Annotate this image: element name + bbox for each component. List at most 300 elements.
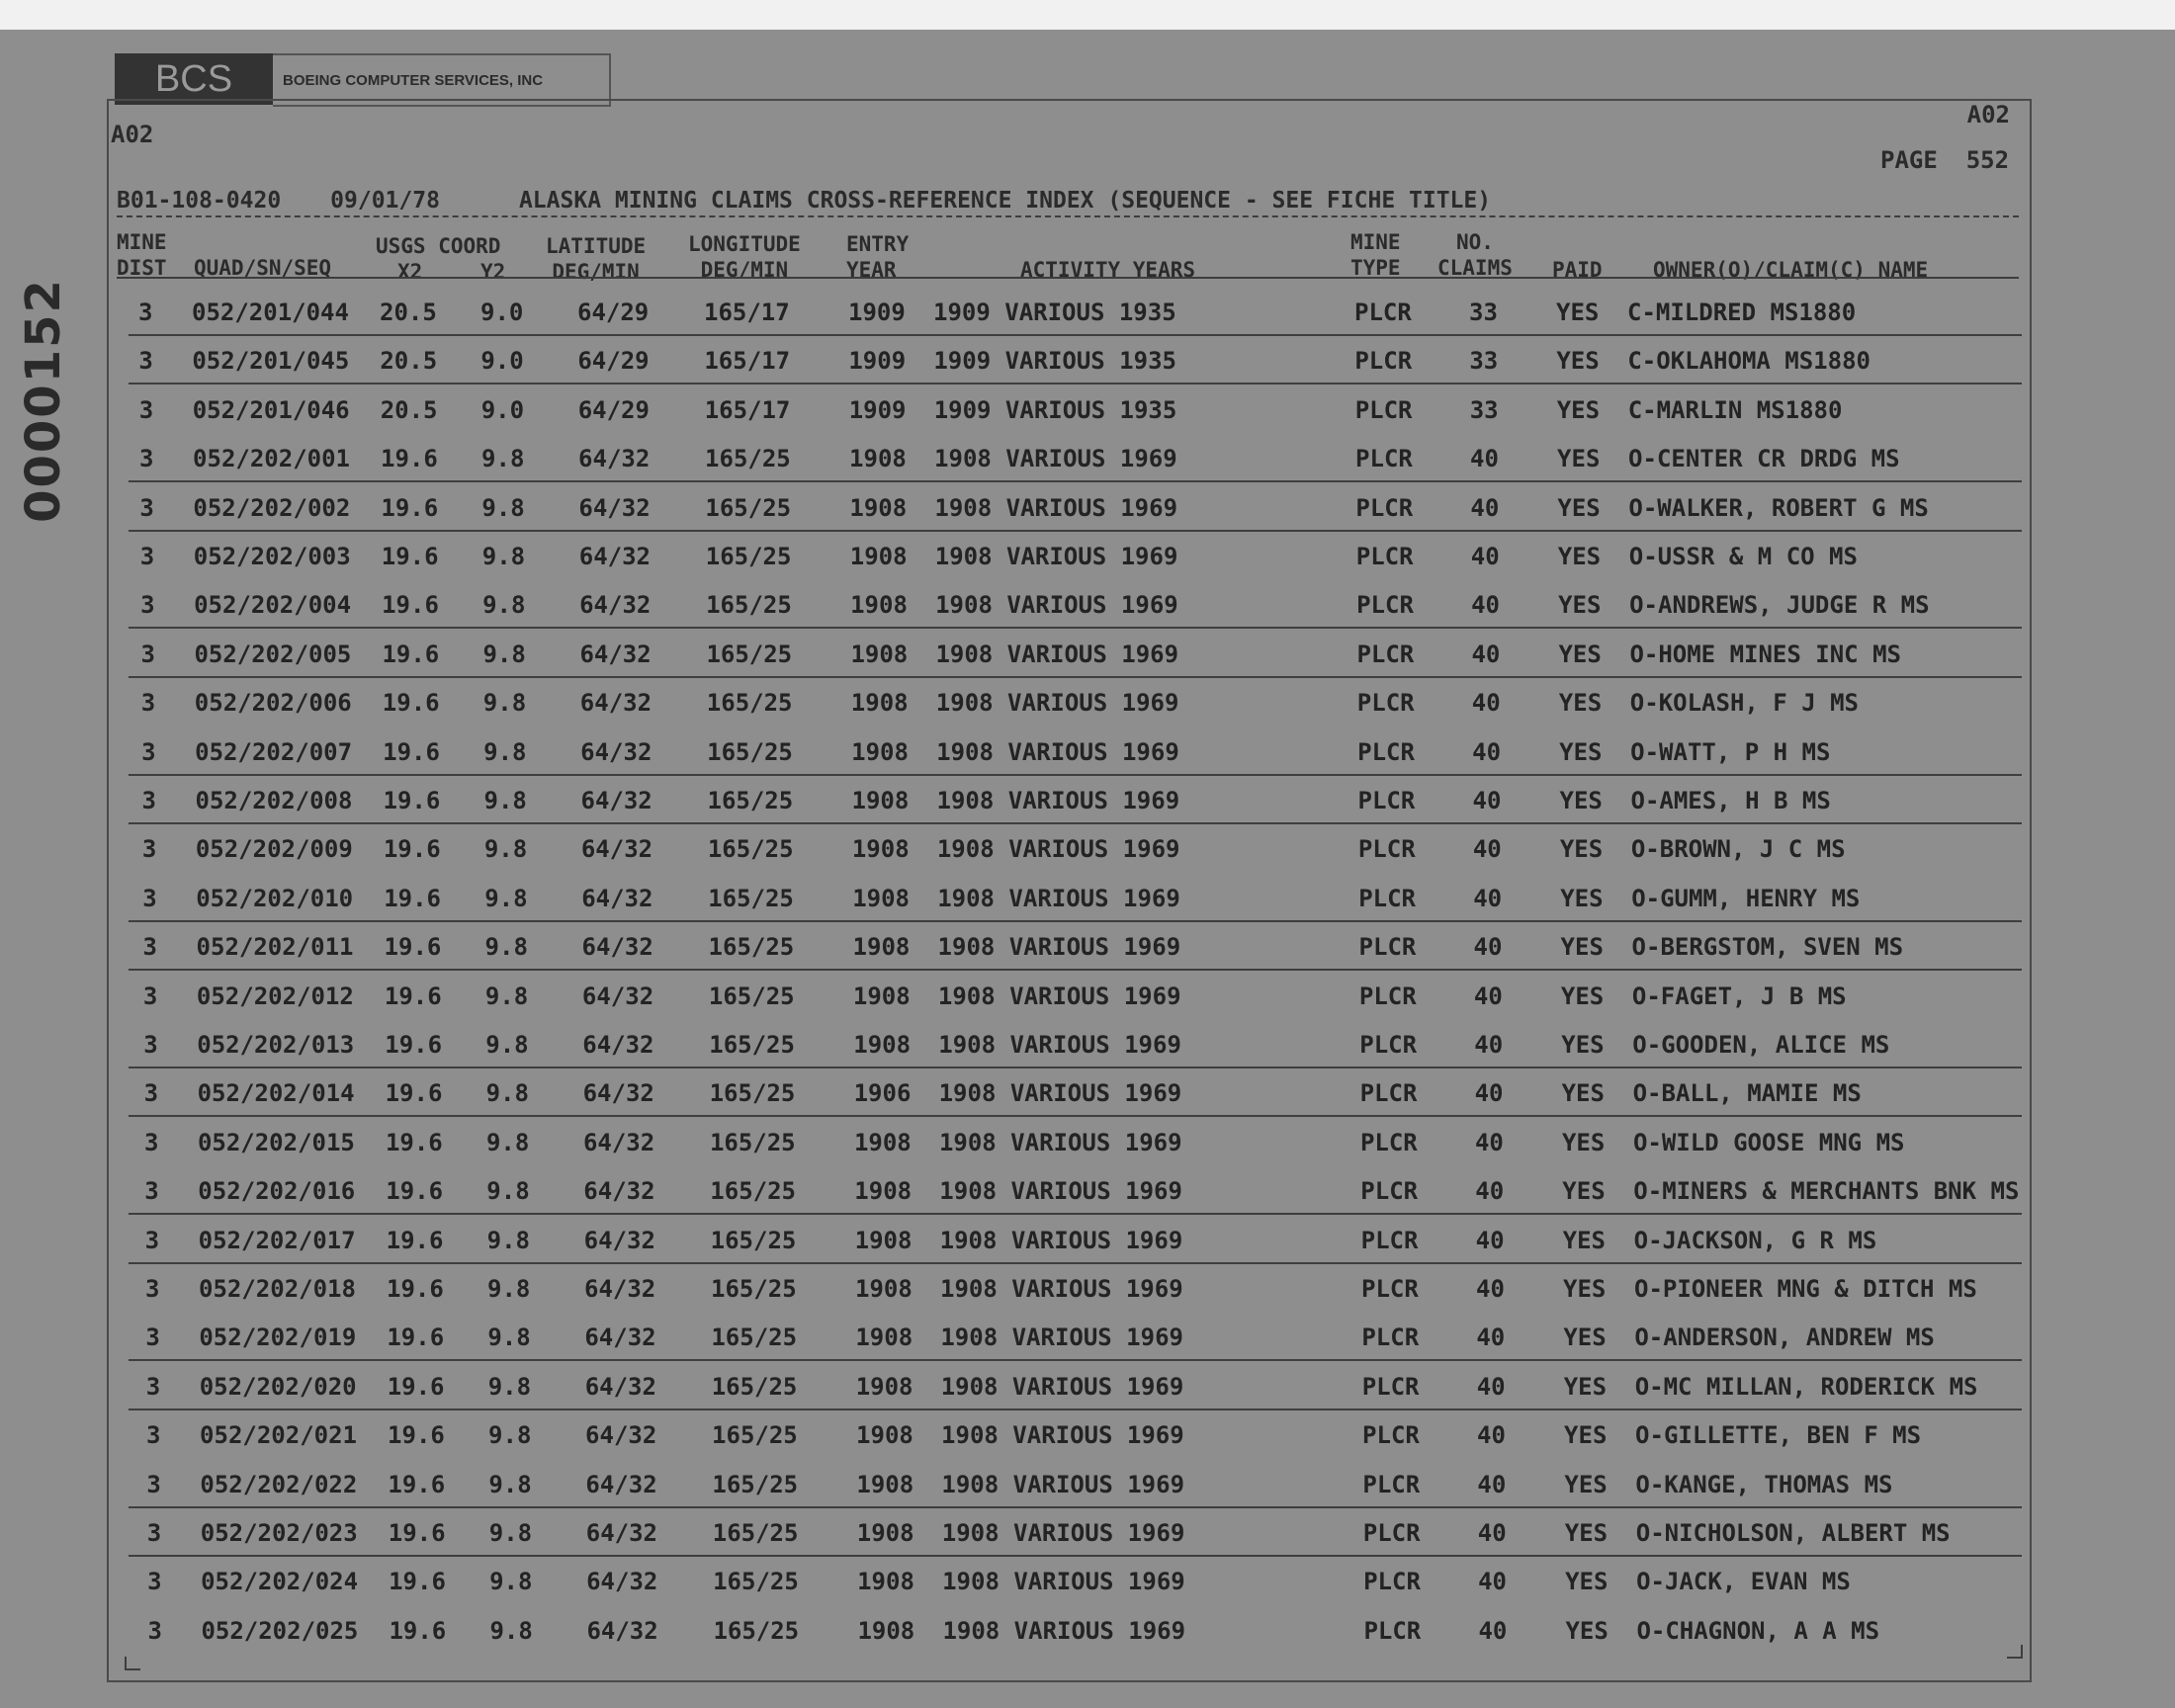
entry-year-cell: 1908 [853,1128,912,1156]
usgs-x2-cell: 19.6 [388,1519,446,1547]
usgs-x2-cell: 19.6 [387,1324,445,1352]
latitude-cell: 64/32 [582,1031,654,1059]
fiche-code: A02 [1966,101,2010,128]
longitude-cell: 165/25 [712,1421,798,1450]
mine-dist-cell: 3 [142,982,158,1010]
latitude-cell: 64/32 [581,884,653,912]
latitude-cell: 64/32 [579,591,652,620]
no-claims-cell: 40 [1472,787,1502,814]
usgs-x2-cell: 19.6 [382,689,440,718]
paid-cell: YES [1564,1470,1608,1498]
row-rule [129,1409,2022,1410]
table-row [0,1413,2175,1462]
owner-claim-name-cell: O-GOODEN, ALICE MS [1632,1031,1890,1059]
paid-cell: YES [1560,933,1604,962]
latitude-cell: 64/29 [577,299,650,326]
table-row [0,1463,2175,1511]
usgs-y2-cell: 9.8 [481,493,525,522]
mine-type-cell: PLCR [1357,737,1415,766]
activity-years-cell: 1908 VARIOUS 1969 [939,1226,1183,1254]
mine-dist-cell: 3 [143,1128,159,1156]
mine-type-cell: PLCR [1360,1177,1419,1206]
paid-cell: YES [1557,493,1601,522]
usgs-x2-cell: 19.6 [381,493,439,522]
table-row [0,1023,2175,1071]
col-header-line: MINE [1350,230,1401,254]
usgs-x2-cell: 19.6 [382,591,439,620]
mine-dist-cell: 3 [141,787,156,814]
paid-cell: YES [1563,1275,1607,1303]
no-claims-cell: 40 [1477,1519,1507,1547]
activity-years-cell: 1908 VARIOUS 1969 [940,1275,1183,1303]
table-row [0,388,2175,437]
row-rule [129,1067,2022,1068]
longitude-cell: 165/17 [704,299,790,326]
col-header-line: ENTRY [846,232,910,256]
no-claims-cell: 40 [1476,1372,1506,1401]
mine-dist-cell: 3 [145,1275,160,1303]
row-rule [129,920,2022,922]
quad-cell: 052/201/044 [192,299,349,326]
latitude-cell: 64/32 [582,1079,654,1108]
usgs-y2-cell: 9.8 [486,1226,530,1254]
entry-year-cell: 1908 [856,1470,914,1498]
latitude-cell: 64/32 [583,1177,655,1206]
usgs-y2-cell: 9.8 [481,543,526,570]
quad-cell: 052/202/009 [195,835,353,864]
longitude-cell: 165/25 [709,1031,795,1059]
activity-years-cell: 1909 VARIOUS 1935 [933,299,1176,326]
usgs-x2-cell: 19.6 [384,884,441,912]
paid-cell: YES [1558,689,1603,718]
table-row [0,1316,2175,1364]
usgs-x2-cell: 19.6 [383,787,441,814]
mine-dist-cell: 3 [142,933,157,962]
col-header-line: LATITUDE [546,234,647,258]
latitude-cell: 64/32 [580,787,652,814]
no-claims-cell: 33 [1469,395,1499,424]
col-header-y2: Y2 [480,260,506,284]
mine-type-cell: PLCR [1361,1372,1420,1401]
quad-cell: 052/202/012 [196,982,354,1010]
usgs-y2-cell: 9.8 [485,1128,530,1156]
longitude-cell: 165/25 [710,1226,797,1254]
usgs-y2-cell: 9.8 [485,1079,529,1108]
entry-year-cell: 1908 [850,689,909,718]
paid-cell: YES [1562,1177,1606,1206]
col-header-line: PAID [1552,258,1603,282]
no-claims-cell: 40 [1473,982,1503,1010]
paid-cell: YES [1559,787,1603,814]
quad-cell: 052/202/010 [196,884,354,912]
no-claims-cell: 40 [1476,1324,1506,1352]
mine-dist-cell: 3 [139,493,154,522]
usgs-x2-cell: 19.6 [389,1568,446,1596]
col-header-line: DEG/MIN [700,258,789,282]
quad-cell: 052/202/011 [196,933,354,962]
mine-type-cell: PLCR [1359,1079,1418,1108]
owner-claim-name-cell: O-GUMM, HENRY MS [1631,884,1861,912]
usgs-x2-cell: 19.6 [387,1372,445,1401]
longitude-cell: 165/25 [711,1372,798,1401]
col-header-no-claims [1437,229,1513,281]
latitude-cell: 64/32 [585,1470,657,1498]
activity-years-cell: 1908 VARIOUS 1969 [940,1372,1184,1401]
no-claims-cell: 40 [1478,1616,1508,1645]
col-header-line: DIST [117,256,167,280]
table-row [0,730,2175,779]
page-number [1880,146,2009,174]
quad-cell: 052/202/008 [195,787,353,814]
usgs-x2-cell: 19.6 [385,1128,443,1156]
quad-cell: 052/202/019 [199,1324,357,1352]
usgs-y2-cell: 9.8 [483,787,527,814]
entry-year-cell: 1908 [849,445,907,473]
col-header-line: YEAR [846,258,897,282]
table-row [0,437,2175,485]
entry-year-cell: 1908 [856,1519,914,1547]
mine-type-cell: PLCR [1363,1568,1421,1596]
paid-cell: YES [1561,1128,1606,1156]
row-rule [129,1506,2022,1508]
usgs-y2-cell: 9.8 [483,835,528,864]
mine-dist-cell: 3 [145,1324,160,1352]
owner-claim-name-cell: O-FAGET, J B MS [1631,982,1847,1010]
owner-claim-name-cell: O-JACKSON, G R MS [1633,1226,1877,1254]
owner-claim-name-cell: O-NICHOLSON, ALBERT MS [1635,1519,1951,1547]
longitude-cell: 165/25 [712,1519,799,1547]
col-header-line: QUAD/SN/SEQ [194,256,332,280]
col-header-line: CLAIMS [1437,256,1513,280]
company-logo [115,53,611,105]
entry-year-cell: 1908 [857,1568,914,1596]
corner-code: A02 [111,121,154,148]
mine-type-cell: PLCR [1362,1421,1420,1450]
usgs-y2-cell: 9.8 [488,1421,532,1450]
activity-years-cell: 1908 VARIOUS 1969 [936,737,1179,766]
row-rule [129,334,2022,336]
no-claims-cell: 40 [1470,543,1500,570]
table-row [0,633,2175,681]
latitude-cell: 64/32 [578,445,651,473]
col-header-longitude [688,231,801,283]
table-row [0,1365,2175,1413]
usgs-y2-cell: 9.8 [482,689,527,718]
activity-years-cell: 1908 VARIOUS 1969 [937,982,1181,1010]
paid-cell: YES [1561,1079,1605,1108]
table-row [0,291,2175,339]
longitude-cell: 165/25 [708,884,794,912]
entry-year-cell: 1908 [854,1177,913,1206]
quad-cell: 052/202/020 [199,1372,357,1401]
side-stamp-number: 0000152 [16,278,72,523]
row-rule [129,1359,2022,1361]
longitude-cell: 165/25 [708,933,795,962]
paid-cell: YES [1563,1372,1608,1401]
owner-claim-name-cell: C-MILDRED MS1880 [1627,299,1857,326]
mine-type-cell: PLCR [1356,689,1415,718]
entry-year-cell: 1908 [851,737,909,766]
no-claims-cell: 40 [1472,737,1502,766]
quad-cell: 052/202/003 [193,543,351,570]
owner-claim-name-cell: O-KOLASH, F J MS [1629,689,1859,718]
latitude-cell: 64/32 [585,1519,657,1547]
table-row [0,975,2175,1023]
owner-claim-name-cell: O-GILLETTE, BEN F MS [1635,1421,1922,1450]
table-row [0,1560,2175,1608]
no-claims-cell: 40 [1474,1128,1504,1156]
usgs-y2-cell: 9.8 [486,1177,530,1206]
usgs-x2-cell: 19.6 [382,640,440,668]
latitude-cell: 64/32 [582,1128,655,1156]
activity-years-cell: 1909 VARIOUS 1935 [933,347,1176,376]
longitude-cell: 165/17 [704,395,791,424]
mine-type-cell: PLCR [1361,1324,1420,1352]
mine-dist-cell: 3 [146,1470,161,1498]
paid-cell: YES [1559,835,1604,864]
mine-type-cell: PLCR [1357,835,1416,864]
col-header-line [194,229,331,255]
col-header-owner [1653,231,1928,283]
longitude-cell: 165/25 [709,1079,796,1108]
usgs-y2-cell: 9.8 [487,1324,531,1352]
mine-type-cell: PLCR [1355,543,1414,570]
logo-mark: BCS [115,53,273,105]
quad-cell: 052/202/005 [194,640,352,668]
quad-cell: 052/202/007 [195,737,353,766]
entry-year-cell: 1909 [848,347,907,376]
row-rule [129,627,2022,629]
usgs-x2-cell: 19.6 [389,1616,447,1645]
mine-type-cell: PLCR [1354,395,1413,424]
usgs-y2-cell: 9.8 [487,1372,532,1401]
owner-claim-name-cell: C-OKLAHOMA MS1880 [1627,347,1870,376]
table-row [0,486,2175,535]
usgs-y2-cell: 9.8 [485,1031,529,1059]
page-number-value: 552 [1965,146,2010,174]
paid-cell: YES [1562,1226,1606,1254]
frame-corner-mark [125,1657,140,1670]
col-header-line: DEG/MIN [552,260,640,284]
entry-year-cell: 1908 [849,543,908,570]
table-row [0,925,2175,974]
quad-cell: 052/202/021 [200,1421,357,1450]
usgs-y2-cell: 9.8 [489,1568,533,1596]
row-rule [129,774,2022,776]
no-claims-cell: 40 [1470,493,1500,522]
activity-years-cell: 1908 VARIOUS 1969 [942,1568,1185,1596]
longitude-cell: 165/25 [707,835,794,864]
usgs-y2-cell: 9.8 [481,445,525,473]
latitude-cell: 64/32 [581,933,653,962]
quad-cell: 052/201/045 [192,347,350,376]
longitude-cell: 165/17 [704,347,791,376]
row-rule [129,1262,2022,1264]
activity-years-cell: 1908 VARIOUS 1969 [938,1031,1181,1059]
longitude-cell: 165/25 [711,1324,798,1352]
mine-dist-cell: 3 [141,737,156,766]
mine-dist-cell: 3 [142,884,157,912]
table-row [0,1071,2175,1120]
entry-year-cell: 1908 [853,1031,912,1059]
owner-claim-name-cell: O-MINERS & MERCHANTS BNK MS [1633,1177,2020,1206]
logo-company-name: BOEING COMPUTER SERVICES, INC [273,53,611,107]
activity-years-cell: 1908 VARIOUS 1969 [935,591,1178,620]
activity-years-cell: 1908 VARIOUS 1969 [941,1519,1185,1547]
owner-claim-name-cell: C-MARLIN MS1880 [1627,395,1843,424]
mine-type-cell: PLCR [1354,299,1412,326]
paid-cell: YES [1560,982,1605,1010]
row-rule [129,822,2022,824]
owner-claim-name-cell: O-HOME MINES INC MS [1629,640,1901,668]
mine-dist-cell: 3 [147,1616,162,1645]
latitude-cell: 64/32 [578,543,651,570]
owner-claim-name-cell: O-CHAGNON, A A MS [1636,1616,1880,1645]
mine-type-cell: PLCR [1355,493,1414,522]
latitude-cell: 64/32 [586,1616,658,1645]
row-rule [129,480,2022,482]
quad-cell: 052/202/001 [193,445,350,473]
activity-years-cell: 1908 VARIOUS 1969 [934,543,1178,570]
latitude-cell: 64/32 [585,1421,657,1450]
quad-cell: 052/202/018 [199,1275,356,1303]
owner-claim-name-cell: O-USSR & M CO MS [1628,543,1858,570]
table-row [0,827,2175,876]
usgs-y2-cell: 9.8 [484,933,528,962]
col-header-mine-dist [117,229,167,281]
no-claims-cell: 33 [1469,347,1499,376]
column-header-rule [117,277,2019,279]
longitude-cell: 165/25 [706,591,792,620]
mine-type-cell: PLCR [1362,1519,1421,1547]
mine-type-cell: PLCR [1356,640,1415,668]
report-header [117,188,1491,214]
longitude-cell: 165/25 [713,1568,799,1596]
paid-cell: YES [1561,1031,1605,1059]
owner-claim-name-cell: O-BROWN, J C MS [1630,835,1846,864]
longitude-cell: 165/25 [705,493,792,522]
mine-dist-cell: 3 [140,689,156,718]
owner-claim-name-cell: O-ANDREWS, JUDGE R MS [1629,591,1930,620]
mine-type-cell: PLCR [1359,1128,1418,1156]
col-header-line [1552,231,1603,257]
quad-cell: 052/201/046 [192,395,350,424]
paid-cell: YES [1565,1568,1609,1596]
activity-years-cell: 1908 VARIOUS 1969 [936,835,1180,864]
no-claims-cell: 40 [1471,689,1501,718]
col-header-line [1653,231,1928,257]
activity-years-cell: 1908 VARIOUS 1969 [940,1324,1183,1352]
usgs-x2-cell: 20.5 [380,299,437,326]
col-header-entry-year [846,231,909,283]
table-row [0,1219,2175,1267]
activity-years-cell: 1908 VARIOUS 1969 [942,1616,1186,1645]
entry-year-cell: 1908 [851,787,910,814]
no-claims-cell: 40 [1473,933,1503,962]
entry-year-cell: 1908 [851,835,910,864]
latitude-cell: 64/32 [586,1568,658,1596]
usgs-x2-cell: 19.6 [386,1226,444,1254]
col-header-x2: X2 [397,260,423,284]
latitude-cell: 64/32 [580,737,652,766]
entry-year-cell: 1908 [850,591,908,620]
owner-claim-name-cell: O-KANGE, THOMAS MS [1635,1470,1893,1498]
paid-cell: YES [1556,395,1601,424]
activity-years-cell: 1908 VARIOUS 1969 [941,1421,1184,1450]
col-header-activity [1020,231,1195,283]
entry-year-cell: 1908 [852,982,911,1010]
mine-type-cell: PLCR [1356,591,1414,620]
no-claims-cell: 40 [1478,1568,1507,1596]
latitude-cell: 64/32 [578,493,651,522]
quad-cell: 052/202/025 [201,1616,359,1645]
mine-type-cell: PLCR [1354,347,1413,376]
mine-type-cell: PLCR [1362,1470,1421,1498]
mine-type-cell: PLCR [1363,1616,1422,1645]
usgs-y2-cell: 9.0 [480,395,525,424]
owner-claim-name-cell: O-PIONEER MNG & DITCH MS [1634,1275,1977,1303]
latitude-cell: 64/29 [577,347,650,376]
table-row [0,877,2175,925]
row-rule [129,1555,2022,1557]
entry-year-cell: 1908 [855,1324,914,1352]
usgs-y2-cell: 9.0 [480,347,524,376]
mine-type-cell: PLCR [1359,1031,1418,1059]
no-claims-cell: 40 [1476,1275,1505,1303]
latitude-cell: 64/29 [577,395,650,424]
paid-cell: YES [1558,640,1602,668]
no-claims-cell: 40 [1474,1031,1504,1059]
mine-dist-cell: 3 [143,1079,159,1108]
page-label: PAGE [1880,146,1938,174]
mine-type-cell: PLCR [1358,884,1416,912]
no-claims-cell: 40 [1475,1226,1505,1254]
paid-cell: YES [1564,1421,1608,1450]
row-rule [129,530,2022,532]
table-row [0,1511,2175,1560]
entry-year-cell: 1909 [848,299,906,326]
latitude-cell: 64/32 [579,640,652,668]
quad-cell: 052/202/023 [200,1519,358,1547]
entry-year-cell: 1908 [850,640,909,668]
table-row [0,583,2175,632]
usgs-y2-cell: 9.8 [482,640,526,668]
table-row [0,1169,2175,1218]
report-title: ALASKA MINING CLAIMS CROSS-REFERENCE INDEX (SEQUENCE - SEE FICHE TITLE) [518,188,1492,214]
activity-years-cell: 1908 VARIOUS 1969 [937,884,1180,912]
paid-cell: YES [1558,591,1602,620]
no-claims-cell: 40 [1477,1470,1507,1498]
owner-claim-name-cell: O-JACK, EVAN MS [1636,1568,1851,1596]
quad-cell: 052/202/017 [198,1226,356,1254]
usgs-y2-cell: 9.8 [488,1519,533,1547]
report-id: B01-108-0420 [117,188,282,214]
quad-cell: 052/202/013 [197,1031,355,1059]
table-row [0,535,2175,583]
mine-dist-cell: 3 [145,1372,161,1401]
no-claims-cell: 40 [1475,1177,1505,1206]
table-row [0,1267,2175,1316]
mine-dist-cell: 3 [146,1519,162,1547]
paid-cell: YES [1564,1519,1609,1547]
col-header-line: OWNER(O)/CLAIM(C) NAME [1653,258,1929,282]
mine-dist-cell: 3 [141,835,157,864]
longitude-cell: 165/25 [712,1470,799,1498]
mine-dist-cell: 3 [140,640,155,668]
row-rule [129,383,2022,384]
entry-year-cell: 1908 [852,884,910,912]
paid-cell: YES [1557,445,1601,473]
